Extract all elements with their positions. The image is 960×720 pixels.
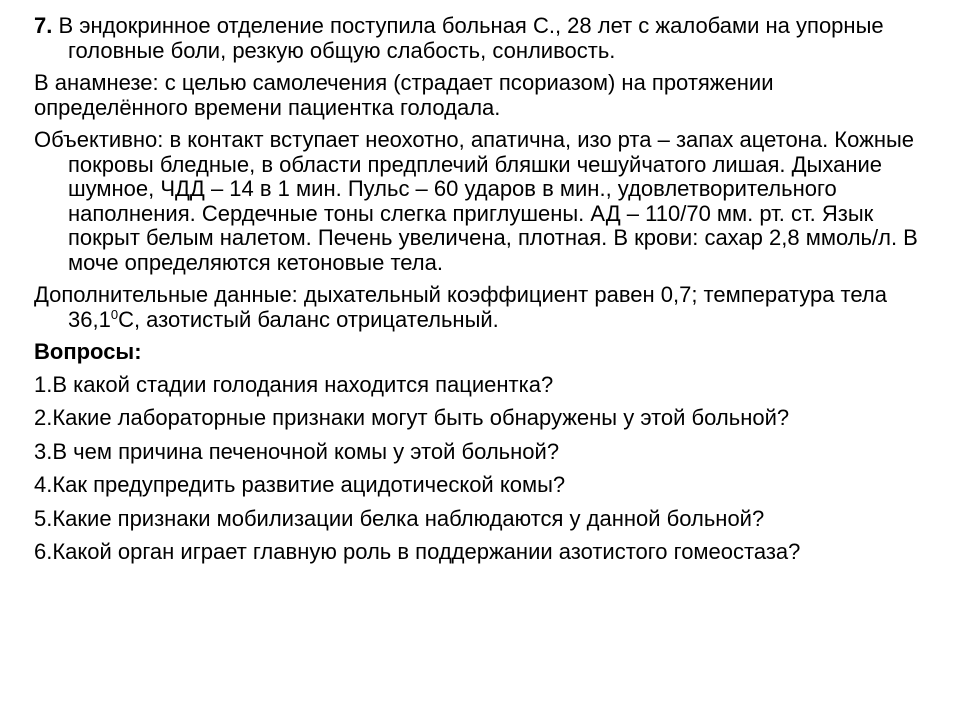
question-item: 4.Как предупредить развитие ацидотической комы? <box>34 472 566 497</box>
objective-paragraph: Объективно: в контакт вступает неохотно, апатична, изо рта – запах ацетона. Кожные покровы бледные, в области предплечий бляшки чешуйчатого лишая. Дыхание шумное, ЧДД – 14 в 1 мин. Пульс – 60 ударов в мин., удовлетворительного наполнения. Сердечные тоны слегка приглушены. АД – 110/70 мм. рт. ст. Язык покрыт белым налетом. Печень увеличена, плотная. В крови: сахар 2,8 ммоль/л. В моче определяются кетоновые тела. <box>34 127 918 275</box>
degree-superscript: 0 <box>110 306 119 322</box>
additional-data-paragraph <box>34 283 930 332</box>
questions-heading: Вопросы: <box>34 339 142 364</box>
question-item: 2.Какие лабораторные признаки могут быть обнаружены у этой больной? <box>34 405 790 430</box>
additional-data-text: Дополнительные данные: дыхательный коэффициент равен 0,7; температура тела 36,1 <box>34 282 887 332</box>
case-intro-paragraph <box>34 14 930 63</box>
question-item: 6.Какой орган играет главную роль в поддержании азотистого гомеостаза? <box>34 539 801 564</box>
anamnesis-paragraph: В анамнезе: с целью самолечения (страдает псориазом) на протяжении определённого времени пациентка голодала. <box>34 70 774 120</box>
question-item: 3.В чем причина печеночной комы у этой больной? <box>34 438 560 464</box>
question-item: 5.Какие признаки мобилизации белка наблюдаются у данной больной? <box>34 505 765 531</box>
question-item: 1.В какой стадии голодания находится пациентка? <box>34 371 554 397</box>
case-intro-text: В эндокринное отделение поступила больная С., 28 лет с жалобами на упорные головные боли, резкую общую слабость, сонливость. <box>52 13 884 63</box>
case-number: 7. <box>34 13 53 38</box>
additional-data-text-end: С, азотистый баланс отрицательный. <box>118 306 499 332</box>
